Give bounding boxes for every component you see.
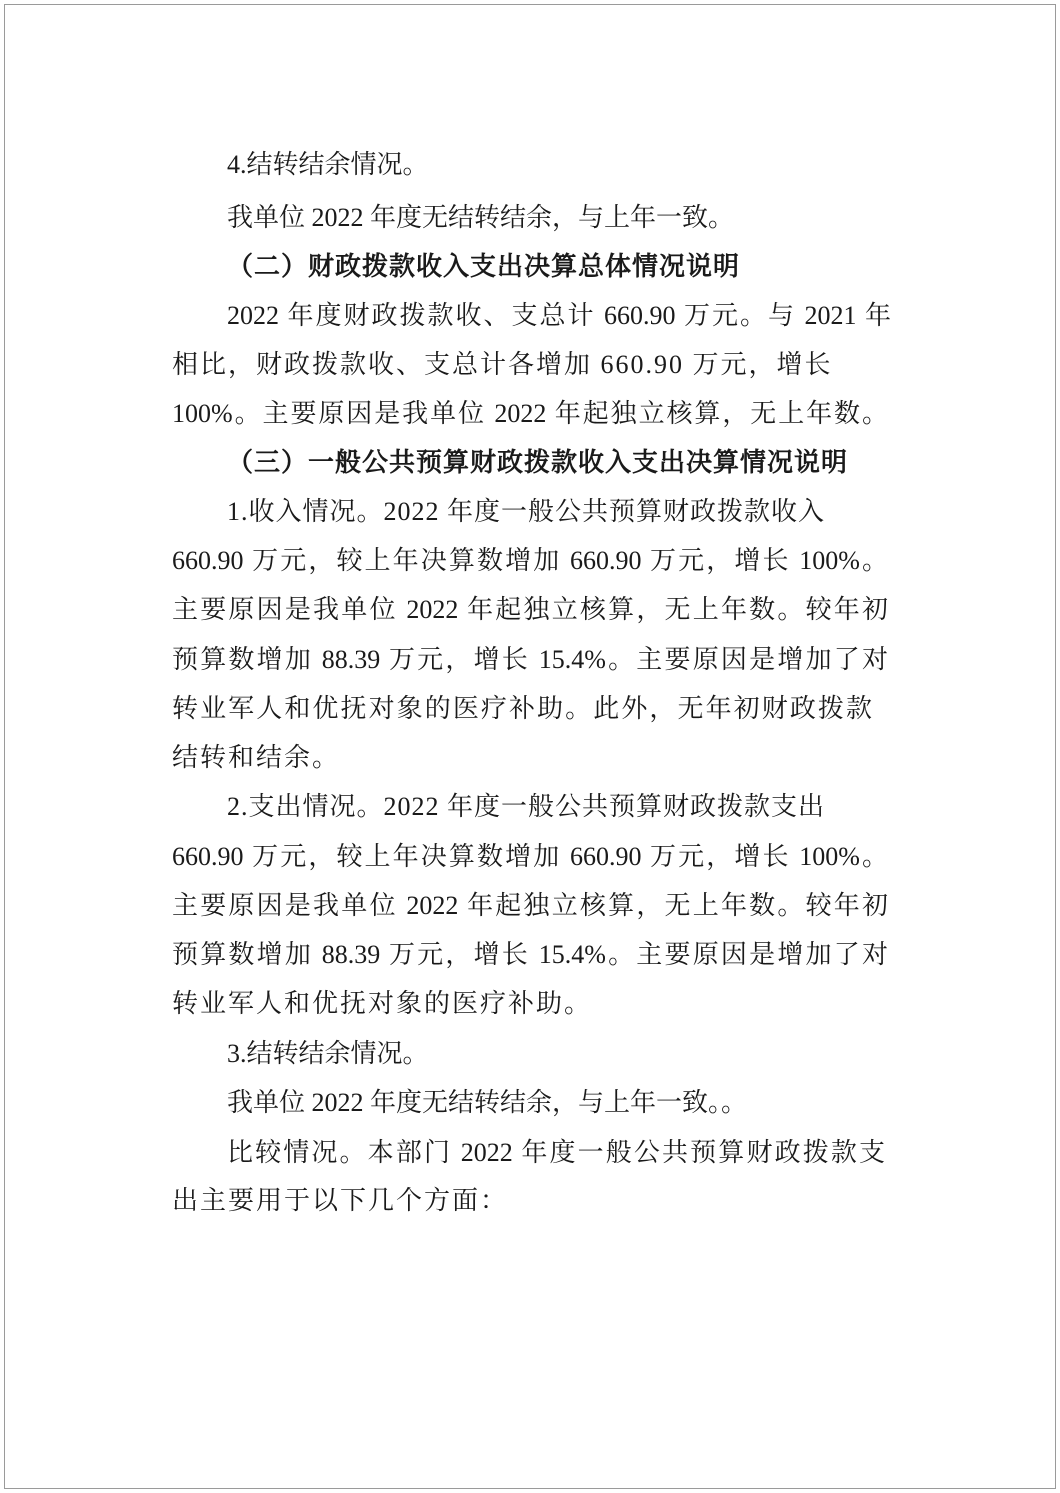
paragraph-line: 660.90 万元，较上年决算数增加 660.90 万元，增长 100%。 (172, 842, 888, 871)
paragraph-line: 出主要用于以下几个方面： (172, 1186, 509, 1215)
paragraph-line: 结转和结余。 (172, 743, 341, 772)
paragraph-line: 我单位 2022 年度无结转结余，与上年一致。。 (227, 1088, 748, 1117)
document-page (4, 4, 1056, 1489)
section-heading-general-budget: （三）一般公共预算财政拨款收入支出决算情况说明 (227, 448, 849, 477)
paragraph-line: 预算数增加 88.39 万元，增长 15.4%。主要原因是增加了对 (172, 645, 888, 674)
paragraph-line: 主要原因是我单位 2022 年起独立核算，无上年数。较年初 (172, 595, 888, 624)
section-heading-carryover: 4.结转结余情况。 (227, 150, 429, 179)
paragraph-line: 我单位 2022 年度无结转结余，与上年一致。 (227, 203, 735, 232)
paragraph-line: 比较情况。本部门 2022 年度一般公共预算财政拨款支 (227, 1138, 885, 1167)
paragraph-line: 主要原因是我单位 2022 年起独立核算，无上年数。较年初 (172, 891, 888, 920)
section-heading-fiscal-overview: （二）财政拨款收入支出决算总体情况说明 (227, 252, 741, 281)
paragraph-line: 2.支出情况。2022 年度一般公共预算财政拨款支出 (227, 792, 826, 821)
paragraph-line: 相比，财政拨款收、支总计各增加 660.90 万元，增长 (172, 350, 833, 379)
paragraph-line: 660.90 万元，较上年决算数增加 660.90 万元，增长 100%。 (172, 546, 888, 575)
paragraph-line: 预算数增加 88.39 万元，增长 15.4%。主要原因是增加了对 (172, 940, 888, 969)
paragraph-line: 转业军人和优抚对象的医疗补助。此外，无年初财政拨款 (172, 694, 872, 723)
paragraph-line: 1.收入情况。2022 年度一般公共预算财政拨款收入 (227, 497, 826, 526)
paragraph-line: 100%。主要原因是我单位 2022 年起独立核算，无上年数。 (172, 399, 888, 428)
section-heading-carryover-2: 3.结转结余情况。 (227, 1039, 429, 1068)
paragraph-line: 转业军人和优抚对象的医疗补助。 (172, 989, 593, 1018)
paragraph-line: 2022 年度财政拨款收、支总计 660.90 万元。与 2021 年 (227, 301, 891, 330)
